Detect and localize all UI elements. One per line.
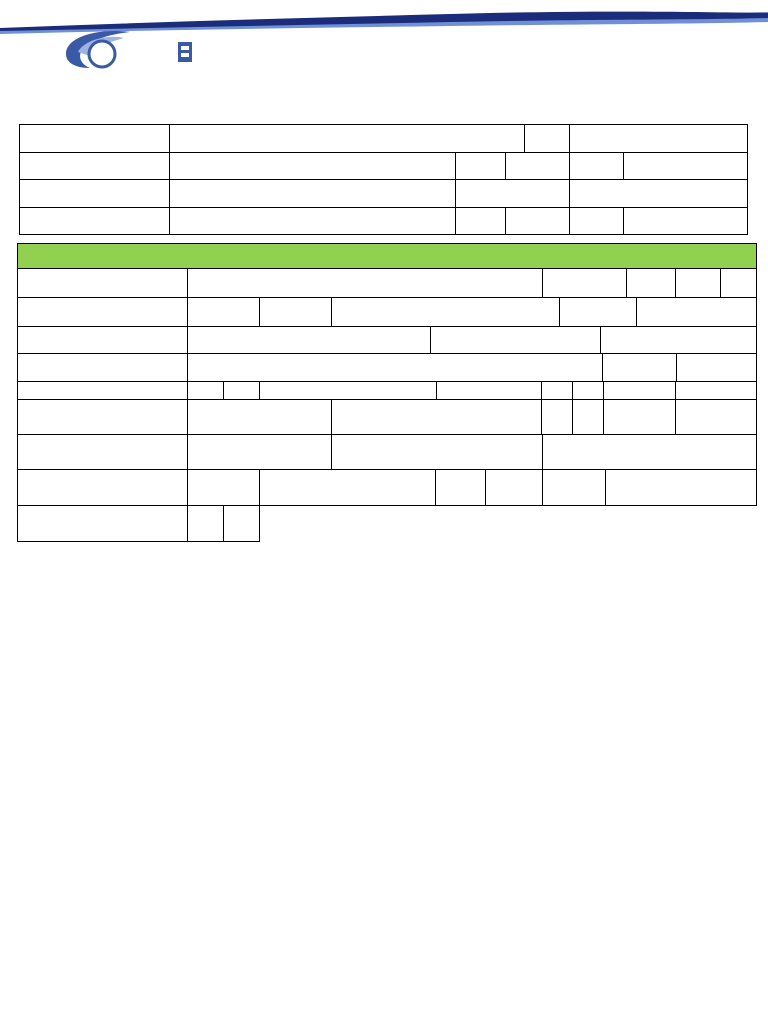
label-domicilio [17, 268, 188, 298]
label-tipo-sangre [17, 469, 188, 506]
input-curp[interactable] [569, 124, 748, 153]
label-localidad [559, 297, 637, 327]
input-carrera[interactable] [169, 207, 456, 235]
input-alguna-referencia[interactable] [187, 353, 603, 382]
input-colonia[interactable] [331, 297, 560, 327]
input-grupo[interactable] [505, 207, 570, 235]
label-num-int [675, 268, 721, 298]
input-nombre-alumno[interactable] [169, 124, 525, 153]
label-numero-seguridad [331, 434, 543, 470]
option-hijos-si[interactable] [541, 381, 573, 400]
label-padece-alergia [17, 505, 188, 542]
input-turno[interactable] [623, 207, 748, 235]
input-fecha-nacimiento[interactable] [169, 152, 456, 180]
input-num-int[interactable] [720, 268, 757, 298]
label-carrera [19, 207, 170, 235]
label-trabajas [17, 381, 188, 400]
label-curp [524, 124, 570, 153]
option-discapacidad-no[interactable] [485, 469, 543, 506]
input-dependencia-seguro[interactable] [187, 434, 332, 470]
input-entre-calle[interactable] [187, 326, 431, 354]
label-colonia [259, 297, 332, 327]
input-discapacidad-cual[interactable] [605, 469, 757, 506]
option-trabajas-si[interactable] [187, 381, 224, 400]
input-codigo-postal[interactable] [187, 297, 260, 327]
label-nacionalidad [19, 179, 170, 208]
option-trabajas-no[interactable] [223, 381, 260, 400]
input-sexo[interactable] [623, 152, 748, 180]
input-idioma-cual[interactable] [675, 399, 757, 435]
option-alergia-no[interactable] [223, 505, 260, 542]
label-codigo-postal [17, 297, 188, 327]
label-edad [455, 152, 506, 180]
label-num-ext [542, 268, 627, 298]
input-numero-seguridad[interactable] [542, 434, 757, 470]
input-tipo-sangre[interactable] [187, 469, 260, 506]
label-idioma-cual [603, 399, 676, 435]
input-dependiente-economico[interactable] [187, 399, 332, 435]
section-heading-datos-generales [17, 243, 757, 269]
option-discapacidad-si[interactable] [435, 469, 486, 506]
school-logo [60, 26, 200, 78]
label-dependiente-economico [17, 399, 188, 435]
label-discapacidad-cual [542, 469, 606, 506]
label-turno [569, 207, 624, 235]
label-padece-discapacidad [259, 469, 436, 506]
input-localidad[interactable] [636, 297, 757, 327]
input-cuantos[interactable] [603, 381, 676, 400]
label-alguna-referencia [17, 353, 188, 382]
input-y-calle[interactable] [600, 326, 757, 354]
option-idioma-si[interactable] [541, 399, 573, 435]
input-edad[interactable] [505, 152, 570, 180]
label-dependencia-seguro [17, 434, 188, 470]
label-nombre-alumno [19, 124, 170, 153]
label-grupo [455, 207, 506, 235]
input-estado-civil[interactable] [569, 179, 748, 208]
option-alergia-si[interactable] [187, 505, 224, 542]
label-estado-civil [455, 179, 570, 208]
input-en-que[interactable] [259, 381, 437, 400]
label-tienes-hijos [436, 381, 542, 400]
label-entre-calle [17, 326, 188, 354]
input-municipio[interactable] [676, 353, 757, 382]
input-nacionalidad[interactable] [169, 179, 456, 208]
label-y-calle [430, 326, 601, 354]
label-sexo [569, 152, 624, 180]
option-hijos-no[interactable] [572, 381, 604, 400]
label-hablas-idioma [331, 399, 542, 435]
label-fecha-nacimiento [19, 152, 170, 180]
label-municipio [602, 353, 677, 382]
input-num-ext[interactable] [626, 268, 676, 298]
input-domicilio[interactable] [187, 268, 543, 298]
input-cuantos-value[interactable] [675, 381, 757, 400]
option-idioma-no[interactable] [572, 399, 604, 435]
